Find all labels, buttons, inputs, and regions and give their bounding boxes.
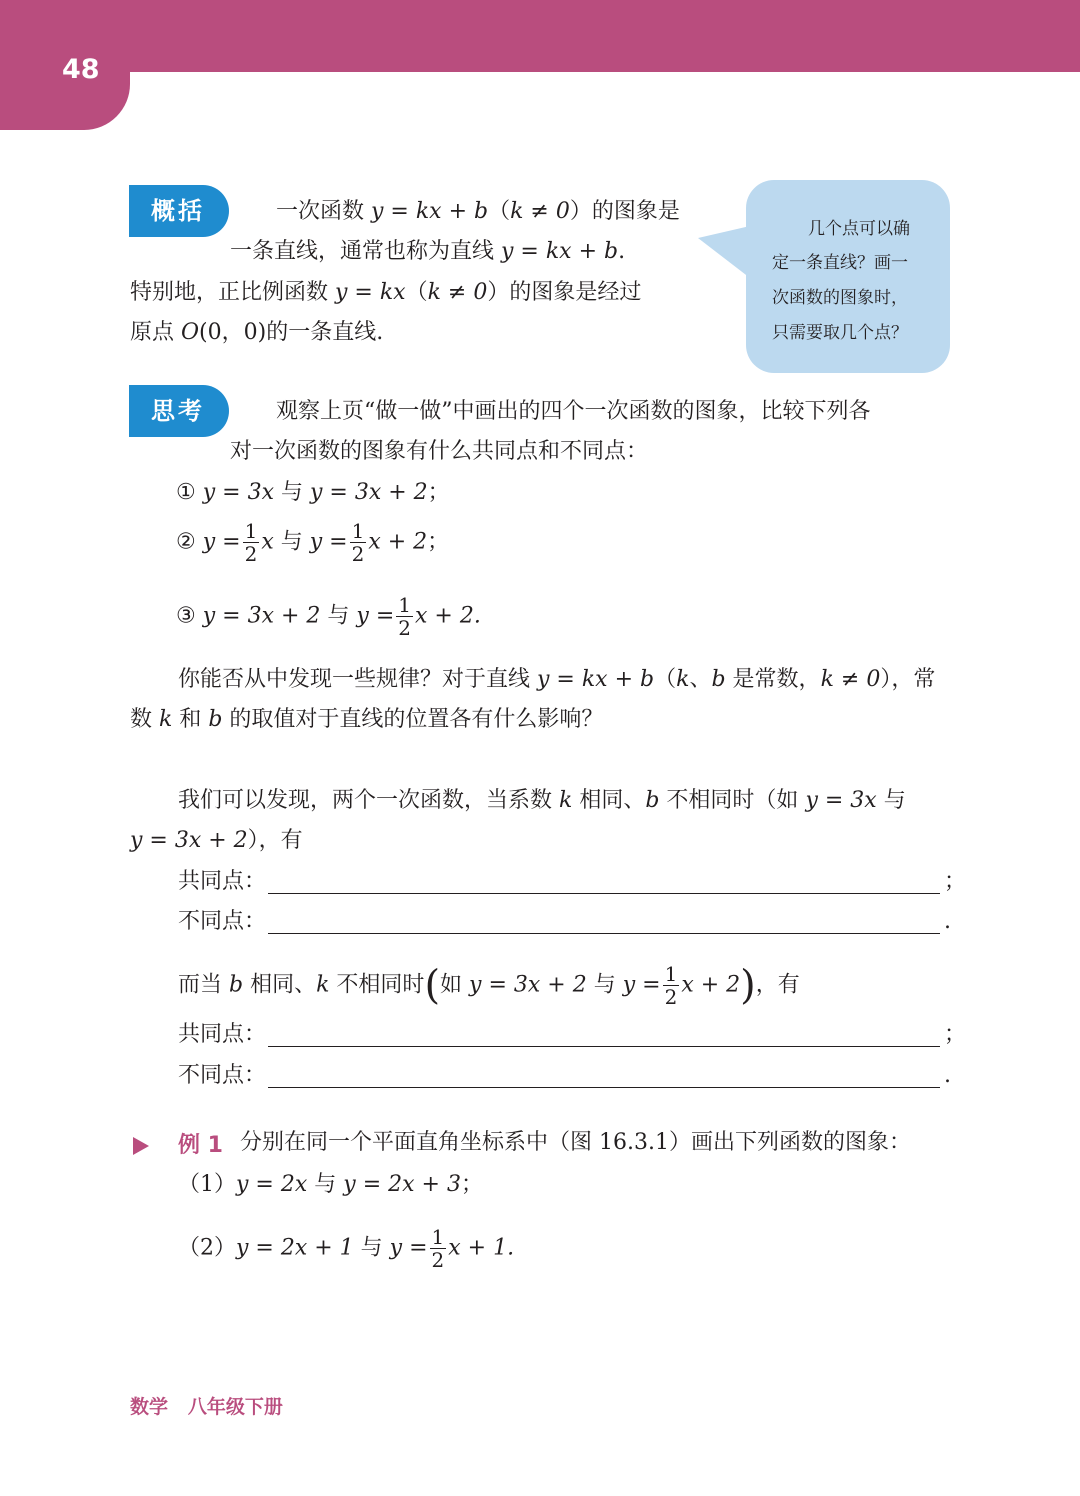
common-label-1: 共同点： bbox=[178, 869, 267, 894]
summary-line-1: 一次函数 y = kx + b（k ≠ 0）的图象是 bbox=[276, 199, 680, 224]
diff-label-1: 不同点： bbox=[178, 909, 267, 934]
diff-label-2: 不同点： bbox=[178, 1063, 267, 1088]
findings-line-2: y = 3x + 2），有 bbox=[130, 828, 303, 853]
footer-grade: 八年级下册 bbox=[187, 1396, 283, 1418]
answer-blank-diff-2[interactable] bbox=[268, 1087, 940, 1088]
bubble-tail bbox=[698, 226, 750, 278]
summary-line-2: 一条直线，通常也称为直线 y = kx + b. bbox=[230, 239, 626, 264]
page-number: 48 bbox=[62, 54, 100, 85]
header-bar bbox=[0, 0, 1080, 72]
fraction-one-half: $\frac{1}{2}$ bbox=[244, 519, 258, 566]
summary-tag: 概括 bbox=[129, 185, 229, 237]
think-item-2: ② y = $\frac{1}{2}$ x 与 y = $\frac{1}{2}$ x + 2； bbox=[176, 519, 450, 566]
semicolon-2: ； bbox=[944, 1022, 967, 1047]
question-line-1: 你能否从中发现一些规律？对于直线 y = kx + b（k、b 是常数，k ≠ 0），常 bbox=[178, 667, 936, 692]
think-intro-2: 对一次函数的图象有什么共同点和不同点： bbox=[230, 439, 649, 464]
example-label: 例 1 bbox=[178, 1133, 223, 1158]
period-1: . bbox=[944, 909, 951, 934]
summary-line-3: 特别地，正比例函数 y = kx（k ≠ 0）的图象是经过 bbox=[130, 280, 642, 305]
example-item-2: （2）y = 2x + 1 与 y = $\frac{1}{2}$ x + 1. bbox=[178, 1225, 515, 1272]
fraction-one-half: $\frac{1}{2}$ bbox=[431, 1225, 445, 1272]
example-text: 分别在同一个平面直角坐标系中（图 16.3.1）画出下列函数的图象： bbox=[240, 1130, 911, 1155]
think-item-1: ① y = 3x 与 y = 3x + 2； bbox=[176, 480, 450, 505]
example-item-1: （1）y = 2x 与 y = 2x + 3； bbox=[178, 1172, 483, 1197]
fraction-one-half: $\frac{1}{2}$ bbox=[664, 962, 678, 1009]
common-label-2: 共同点： bbox=[178, 1022, 267, 1047]
bubble-line-2: 定一条直线？画一 bbox=[772, 253, 908, 273]
footer-subject: 数学 bbox=[130, 1396, 169, 1418]
answer-blank-common-2[interactable] bbox=[268, 1046, 940, 1047]
fraction-one-half: $\frac{1}{2}$ bbox=[398, 593, 411, 640]
findings-line-3: 而当 b 相同、k 不相同时(如 y = 3x + 2 与 y = $\frac{1}{2}$ x + 2)，有 bbox=[178, 962, 800, 1009]
think-intro-1: 观察上页“做一做”中画出的四个一次函数的图象，比较下列各 bbox=[276, 399, 871, 424]
question-line-2: 数 k 和 b 的取值对于直线的位置各有什么影响？ bbox=[130, 707, 604, 732]
findings-line-1: 我们可以发现，两个一次函数，当系数 k 相同、b 不相同时（如 y = 3x 与 bbox=[178, 788, 906, 813]
semicolon-1: ； bbox=[944, 869, 967, 894]
answer-blank-diff-1[interactable] bbox=[268, 933, 940, 934]
summary-line-4: 原点 O(0，0)的一条直线. bbox=[130, 320, 384, 345]
think-item-3: ③ y = 3x + 2 与 y = $\frac{1}{2}$ x + 2. bbox=[176, 593, 481, 640]
think-tag: 思考 bbox=[129, 385, 229, 437]
hint-bubble bbox=[746, 180, 950, 373]
example-marker-icon bbox=[133, 1137, 149, 1155]
bubble-line-3: 次函数的图象时， bbox=[772, 288, 908, 308]
footer bbox=[130, 1392, 283, 1419]
bubble-line-1: 几个点可以确 bbox=[808, 219, 910, 239]
fraction-one-half: $\frac{1}{2}$ bbox=[351, 519, 365, 566]
bubble-line-4: 只需要取几个点？ bbox=[772, 323, 908, 343]
answer-blank-common-1[interactable] bbox=[268, 893, 940, 894]
period-2: . bbox=[944, 1063, 951, 1088]
